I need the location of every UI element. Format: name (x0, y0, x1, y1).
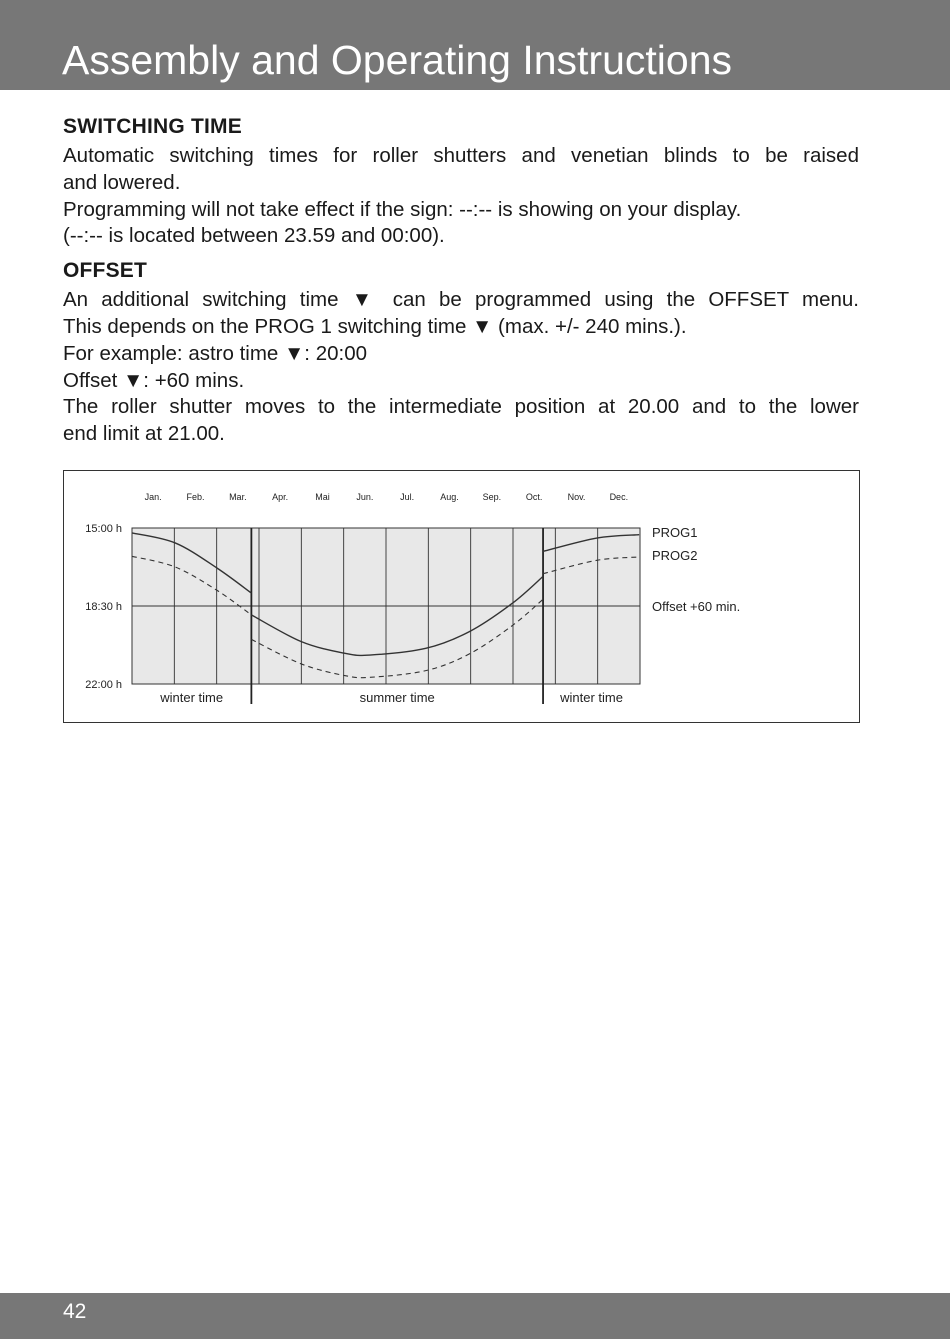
month-label: Nov. (567, 492, 586, 502)
body-text: Automatic switching times for roller shutters and venetian blinds to be raised (63, 144, 859, 167)
series-label: PROG1 (652, 525, 698, 540)
body-text: and lowered. (63, 170, 181, 194)
period-label: winter time (160, 690, 224, 705)
y-tick-label: 18:30 h (85, 601, 122, 613)
offset-section (63, 256, 859, 448)
offset-annotation: Offset +60 min. (652, 599, 741, 614)
month-label: Mai (315, 492, 330, 502)
month-label: Jun. (356, 492, 374, 502)
y-tick-label: 15:00 h (85, 523, 122, 535)
series-label: PROG2 (652, 548, 698, 563)
month-label: Aug. (440, 492, 459, 502)
chart-svg (64, 471, 859, 722)
body-text: The roller shutter moves to the intermediate position at 20.00 and to the lower (63, 395, 859, 419)
page-footer (0, 1293, 950, 1339)
body-text: Offset ▼: +60 mins. (63, 368, 245, 392)
body-text: (--:-- is located between 23.59 and 00:00). (63, 224, 445, 248)
page-header (0, 0, 950, 90)
month-label: Sep. (482, 492, 502, 502)
body-text: This depends on the PROG 1 switching time ▼ (max. +/- 240 mins.). (63, 314, 687, 338)
period-label: winter time (560, 690, 623, 705)
page-number: 42 (63, 1300, 87, 1323)
y-tick-label: 22:00 h (85, 679, 122, 691)
body-text: For example: astro time ▼: 20:00 (63, 341, 367, 365)
month-label: Mar. (229, 492, 247, 502)
body-text: end limit at 21.00. (63, 422, 225, 446)
month-label: Jan. (144, 492, 162, 502)
month-label: Jul. (400, 492, 415, 502)
page-title: Assembly and Operating Instructions (62, 37, 732, 83)
month-label: Apr. (272, 492, 289, 502)
month-label: Dec. (609, 492, 629, 502)
switching-time-section (63, 112, 859, 250)
body-text: Programming will not take effect if the sign: --:-- is showing on your display. (63, 197, 742, 221)
body-text: An additional switching time ▼ can be programmed using the OFFSET menu. (63, 288, 859, 312)
offset-heading: OFFSET (63, 259, 148, 283)
month-label: Oct. (525, 492, 543, 502)
switching-time-heading: SWITCHING TIME (63, 115, 242, 138)
switching-time-chart (63, 470, 860, 723)
period-label: summer time (359, 690, 435, 705)
content (63, 112, 859, 448)
month-label: Feb. (186, 492, 205, 502)
